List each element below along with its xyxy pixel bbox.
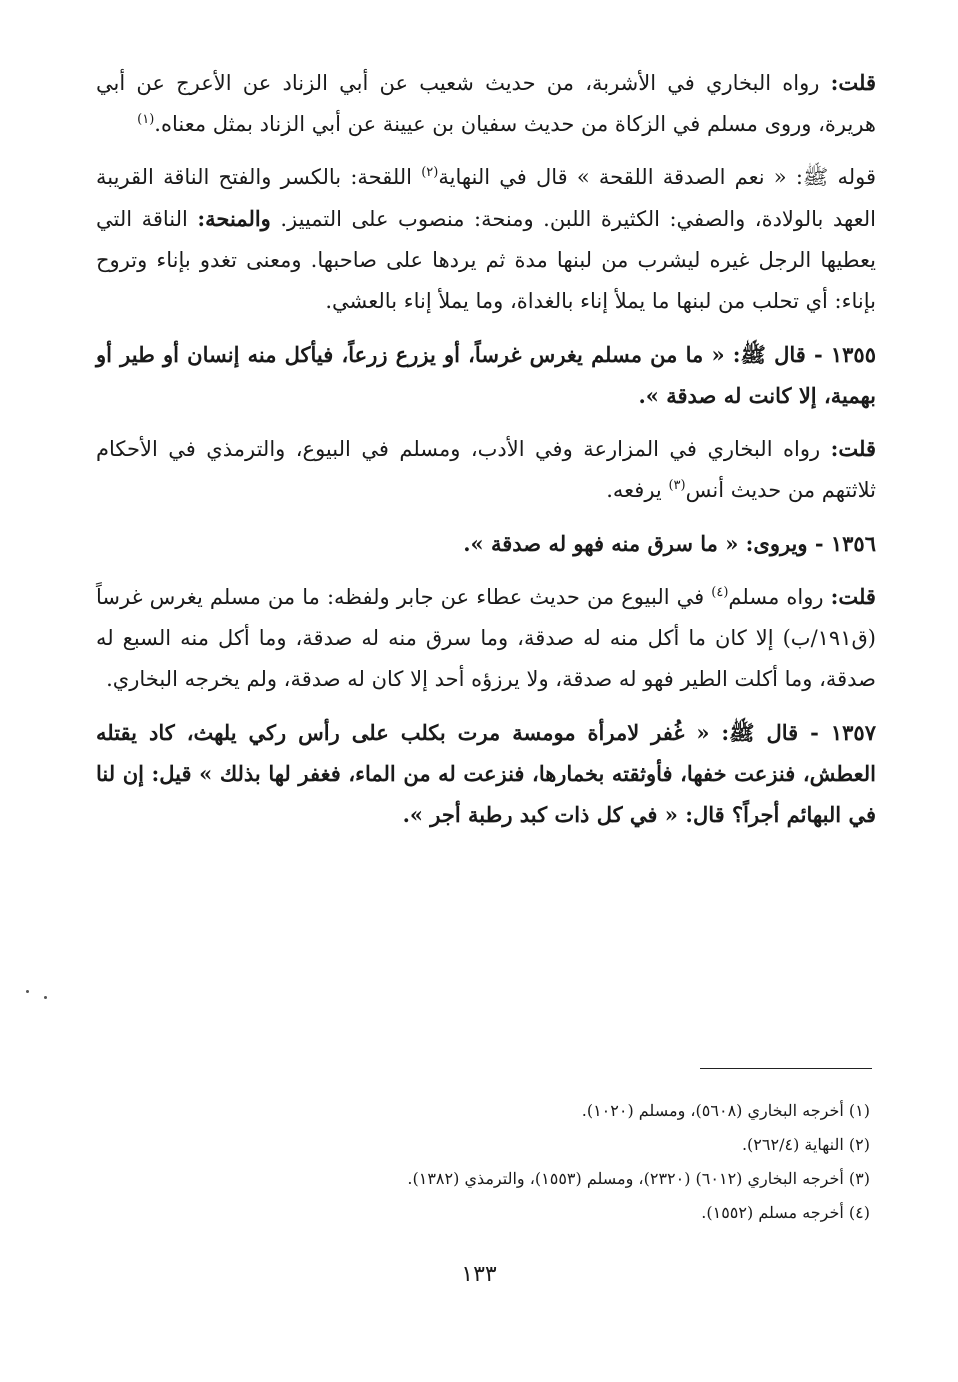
paragraph-text: قوله ﷺ: « نعم الصدقة اللقحة » قال في النهاية bbox=[438, 165, 876, 189]
paragraph-text: الناقة التي يعطيها الرجل غيره ليشرب من لبنها مدة ثم يردها على صاحبها. ومعنى تغدو بإناء وتروح بإناء: أي تحلب من لبنها ما يملأ إناء بالغداة، وما يملأ إناء بالعشي. bbox=[96, 207, 876, 313]
qult-label: قلت: bbox=[830, 436, 876, 461]
footnote-divider bbox=[700, 1068, 872, 1069]
paragraph-text: في البيوع من حديث عطاء عن جابر ولفظه: ما من مسلم يغرس غرساً (ق١٩١/ب) إلا كان ما أكل منه له صدقة، وما سرق منه له صدقة، وما أكل منه السبع له صدقة، وما أكلت الطير فهو له صدقة، ولا يرزؤه أحد إلا كان له صدقة، ولم يخرجه البخاري. bbox=[96, 585, 876, 691]
footnote-3: (٣) أخرجه البخاري (٦٠١٢) (٢٣٢٠)، ومسلم (١٥٥٣)، والترمذي (١٣٨٢). bbox=[407, 1169, 870, 1188]
footnote-ref-3: (٣) bbox=[668, 478, 686, 493]
paragraph-text: رواه البخاري في المزارعة وفي الأدب، ومسلم في البيوع، والترمذي في الأحكام ثلاثتهم من حديث أنس bbox=[96, 437, 876, 502]
footnotes bbox=[90, 1094, 870, 1230]
paragraph-qult-2 bbox=[96, 428, 876, 511]
hadith-text: - ويروى: « ما سرق منه فهو له صدقة ». bbox=[463, 531, 831, 556]
hadith-1355 bbox=[96, 334, 876, 416]
paragraph-text: رواه البخاري في الأشربة، من حديث شعيب عن أبي الزناد عن الأعرج عن أبي هريرة، وروى مسلم في الزكاة من حديث سفيان بن عيينة عن أبي الزناد بمثل معناه. bbox=[96, 71, 876, 136]
paragraph-qult-1 bbox=[96, 62, 876, 145]
page-body bbox=[96, 62, 876, 847]
footnote-1: (١) أخرجه البخاري (٥٦٠٨)، ومسلم (١٠٢٠). bbox=[581, 1101, 870, 1120]
footnote-4: (٤) أخرجه مسلم (١٥٥٢). bbox=[701, 1203, 870, 1222]
hadith-text: - قال ﷺ: « غُفر لامرأة مومسة مرت بكلب على رأس ركي يلهث، كاد يقتله العطش، فنزعت خفها، فأوثقته بخمارها، فنزعت له من الماء، فغفر لها بذلك » قيل: إن لنا في البهائم أجراً؟ قال: « في كل ذات كبد رطبة أجر ». bbox=[96, 720, 876, 827]
scan-speck bbox=[26, 990, 29, 993]
hadith-1357 bbox=[96, 712, 876, 835]
page-number: ١٣٣ bbox=[461, 1262, 497, 1287]
paragraph-explanation bbox=[96, 157, 876, 322]
paragraph-text: يرفعه. bbox=[606, 478, 669, 502]
hadith-text: - قال ﷺ: « ما من مسلم يغرس غرساً، أو يزرع زرعاً، فيأكل منه إنسان أو طير أو بهمية، إلا كانت له صدقة ». bbox=[96, 342, 876, 408]
paragraph-text: رواه مسلم bbox=[728, 585, 831, 609]
scan-speck bbox=[44, 996, 47, 999]
hadith-1356 bbox=[96, 523, 876, 564]
qult-label: قلت: bbox=[830, 584, 876, 609]
bold-term: والمنحة: bbox=[197, 206, 271, 231]
footnote-2: (٢) النهاية (٢٦٢/٤). bbox=[741, 1135, 870, 1154]
paragraph-text: اللقحة: بالكسر والفتح الناقة القريبة العهد بالولادة، والصفي: الكثيرة اللبن. ومنحة: منصوب على التمييز. bbox=[96, 165, 876, 231]
footnote-ref-2: (٢) bbox=[421, 165, 439, 180]
hadith-number: ١٣٥٧ bbox=[830, 720, 876, 745]
hadith-number: ١٣٥٦ bbox=[830, 531, 876, 556]
footnote-ref-4: (٤) bbox=[711, 585, 729, 600]
hadith-number: ١٣٥٥ bbox=[830, 342, 876, 367]
qult-label: قلت: bbox=[830, 70, 876, 95]
paragraph-qult-3 bbox=[96, 576, 876, 700]
footnote-ref-1: (١) bbox=[137, 112, 155, 127]
